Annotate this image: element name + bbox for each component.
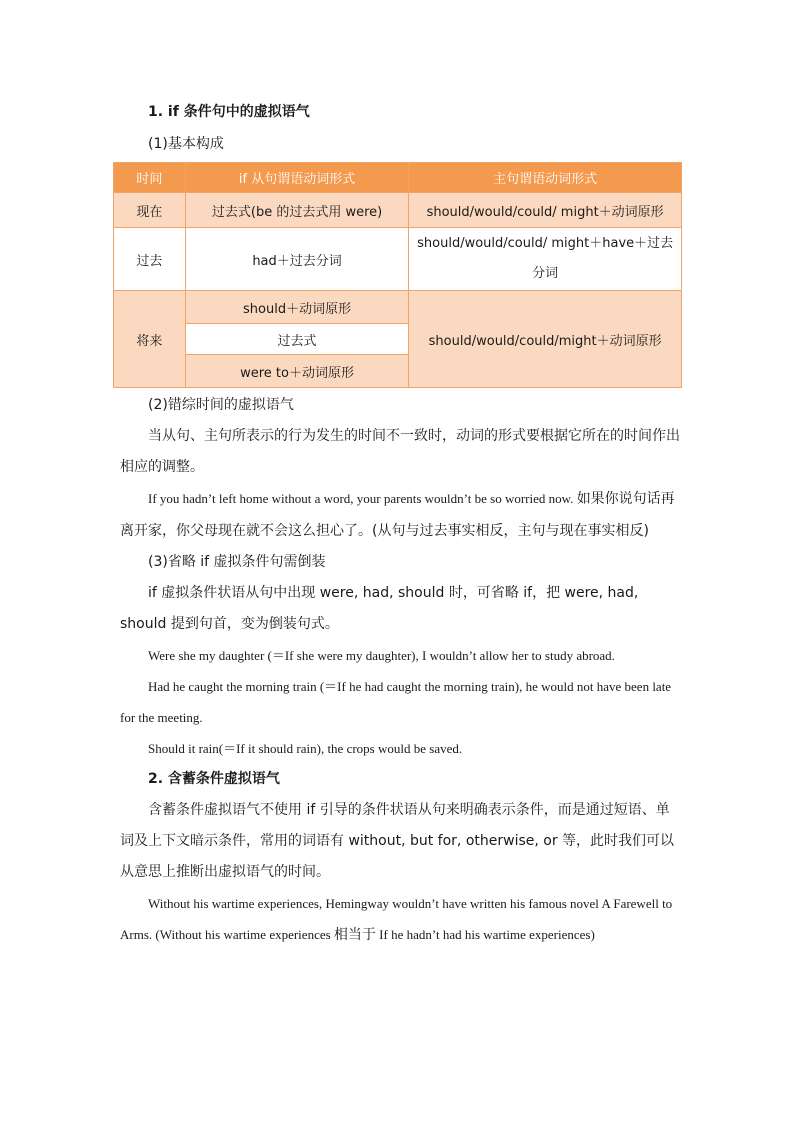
header-time: 时间	[114, 163, 186, 193]
section2-example-en-2: If he hadn’t had his wartime experiences)	[379, 927, 595, 942]
table-row-future-1	[114, 291, 682, 324]
header-main-clause: 主句谓语动词形式	[409, 163, 682, 193]
cell-past-main: should/would/could/ might＋have＋过去分词	[409, 228, 682, 291]
structure-table	[113, 162, 682, 388]
section2-title: 2. 含蓄条件虚拟语气	[148, 771, 280, 787]
example-3: Should it rain(＝If it should rain), the crops would be saved.	[148, 741, 463, 756]
sub2-example	[120, 483, 680, 547]
section1-sub1: (1)基本构成	[148, 136, 224, 152]
sub2-example-zh: 如果你说句话再离开家，你父母现在就不会这么担心了。(从句与过去事实相反，主句与现在事实相反)	[120, 491, 675, 539]
example-1: Were she my daughter (＝If she were my daughter), I wouldn’t allow her to study abroad.	[148, 648, 615, 663]
section2-example-zh: 相当于	[333, 927, 376, 943]
sub2-example-en: If you hadn’t left home without a word, your parents wouldn’t be so worried now.	[148, 491, 574, 506]
cell-present-if: 过去式(be 的过去式用 were)	[185, 193, 408, 228]
section1-title: 1. if 条件句中的虚拟语气	[148, 104, 310, 120]
cell-present-time: 现在	[114, 193, 186, 228]
cell-future-if-3: were to＋动词原形	[185, 355, 408, 388]
section1-sub2: (2)错综时间的虚拟语气	[148, 397, 294, 413]
cell-future-main: should/would/could/might＋动词原形	[409, 291, 682, 388]
section2-example-en-1: Without his wartime experiences, Hemingway wouldn’t have written his famous novel A Farewell to Arms. (Without his wartime experiences	[120, 896, 673, 942]
table-row-present	[114, 193, 682, 228]
example-2: Had he caught the morning train (＝If he had caught the morning train), he would not have been late for the meeting.	[120, 679, 672, 725]
cell-future-if-2: 过去式	[185, 324, 408, 355]
cell-past-time: 过去	[114, 228, 186, 291]
sub2-text: 当从句、主句所表示的行为发生的时间不一致时，动词的形式要根据它所在的时间作出相应的调整。	[120, 428, 680, 475]
table-row-past	[114, 228, 682, 291]
section1-sub3: (3)省略 if 虚拟条件句需倒装	[148, 554, 326, 570]
cell-future-time: 将来	[114, 291, 186, 388]
cell-present-main: should/would/could/ might＋动词原形	[409, 193, 682, 228]
cell-future-if-1: should＋动词原形	[185, 291, 408, 324]
cell-past-if: had＋过去分词	[185, 228, 408, 291]
sub3-text: if 虚拟条件状语从句中出现 were, had, should 时，可省略 if，把 were, had, should 提到句首，变为倒装句式。	[120, 585, 639, 632]
header-if-clause: if 从句谓语动词形式	[185, 163, 408, 193]
section2-example	[120, 888, 680, 951]
table-header-row	[114, 163, 682, 193]
document-page	[120, 98, 680, 951]
section2-text: 含蓄条件虚拟语气不使用 if 引导的条件状语从句来明确表示条件，而是通过短语、单词及上下文暗示条件，常用的词语有 without, but for, otherwise, or 等，此时我们可以从意思上推断出虚拟语气的时间。	[120, 802, 675, 880]
